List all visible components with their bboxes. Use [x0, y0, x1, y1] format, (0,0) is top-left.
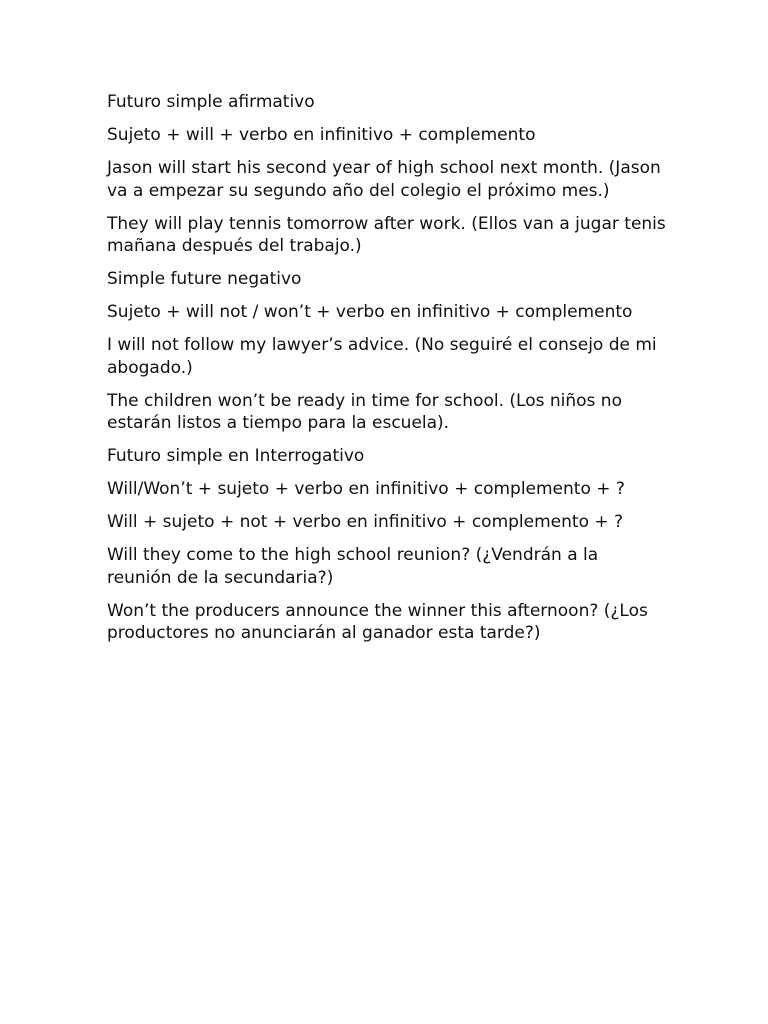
example-negative-2: The children won’t be ready in time for school. (Los niños no estarán listos a tiempo para la escuela).	[107, 390, 622, 433]
section-heading-negative: Simple future negativo	[107, 269, 302, 289]
example-interrogative-1: Will they come to the high school reunion? (¿Vendrán a la reunión de la secundaria?)	[107, 545, 599, 588]
formula-affirmative: Sujeto + will + verbo en infinitivo + complemento	[107, 125, 536, 145]
formula-interrogative-2: Will + sujeto + not + verbo en infinitivo + complemento + ?	[107, 512, 624, 532]
section-heading-affirmative: Futuro simple afirmativo	[107, 92, 315, 112]
section-heading-interrogative: Futuro simple en Interrogativo	[107, 446, 365, 466]
example-affirmative-2: They will play tennis tomorrow after work. (Ellos van a jugar tenis mañana después del trabajo.)	[107, 213, 666, 256]
example-negative-1: I will not follow my lawyer’s advice. (No seguiré el consejo de mi abogado.)	[107, 335, 657, 378]
document-body	[107, 91, 667, 655]
formula-interrogative-1: Will/Won’t + sujeto + verbo en infinitivo + complemento + ?	[107, 479, 625, 499]
example-affirmative-1: Jason will start his second year of high school next month. (Jason va a empezar su segundo año del colegio el próximo mes.)	[107, 158, 661, 201]
formula-negative: Sujeto + will not / won’t + verbo en infinitivo + complemento	[107, 302, 633, 322]
example-interrogative-2: Won’t the producers announce the winner this afternoon? (¿Los productores no anunciarán al ganador esta tarde?)	[107, 600, 648, 643]
